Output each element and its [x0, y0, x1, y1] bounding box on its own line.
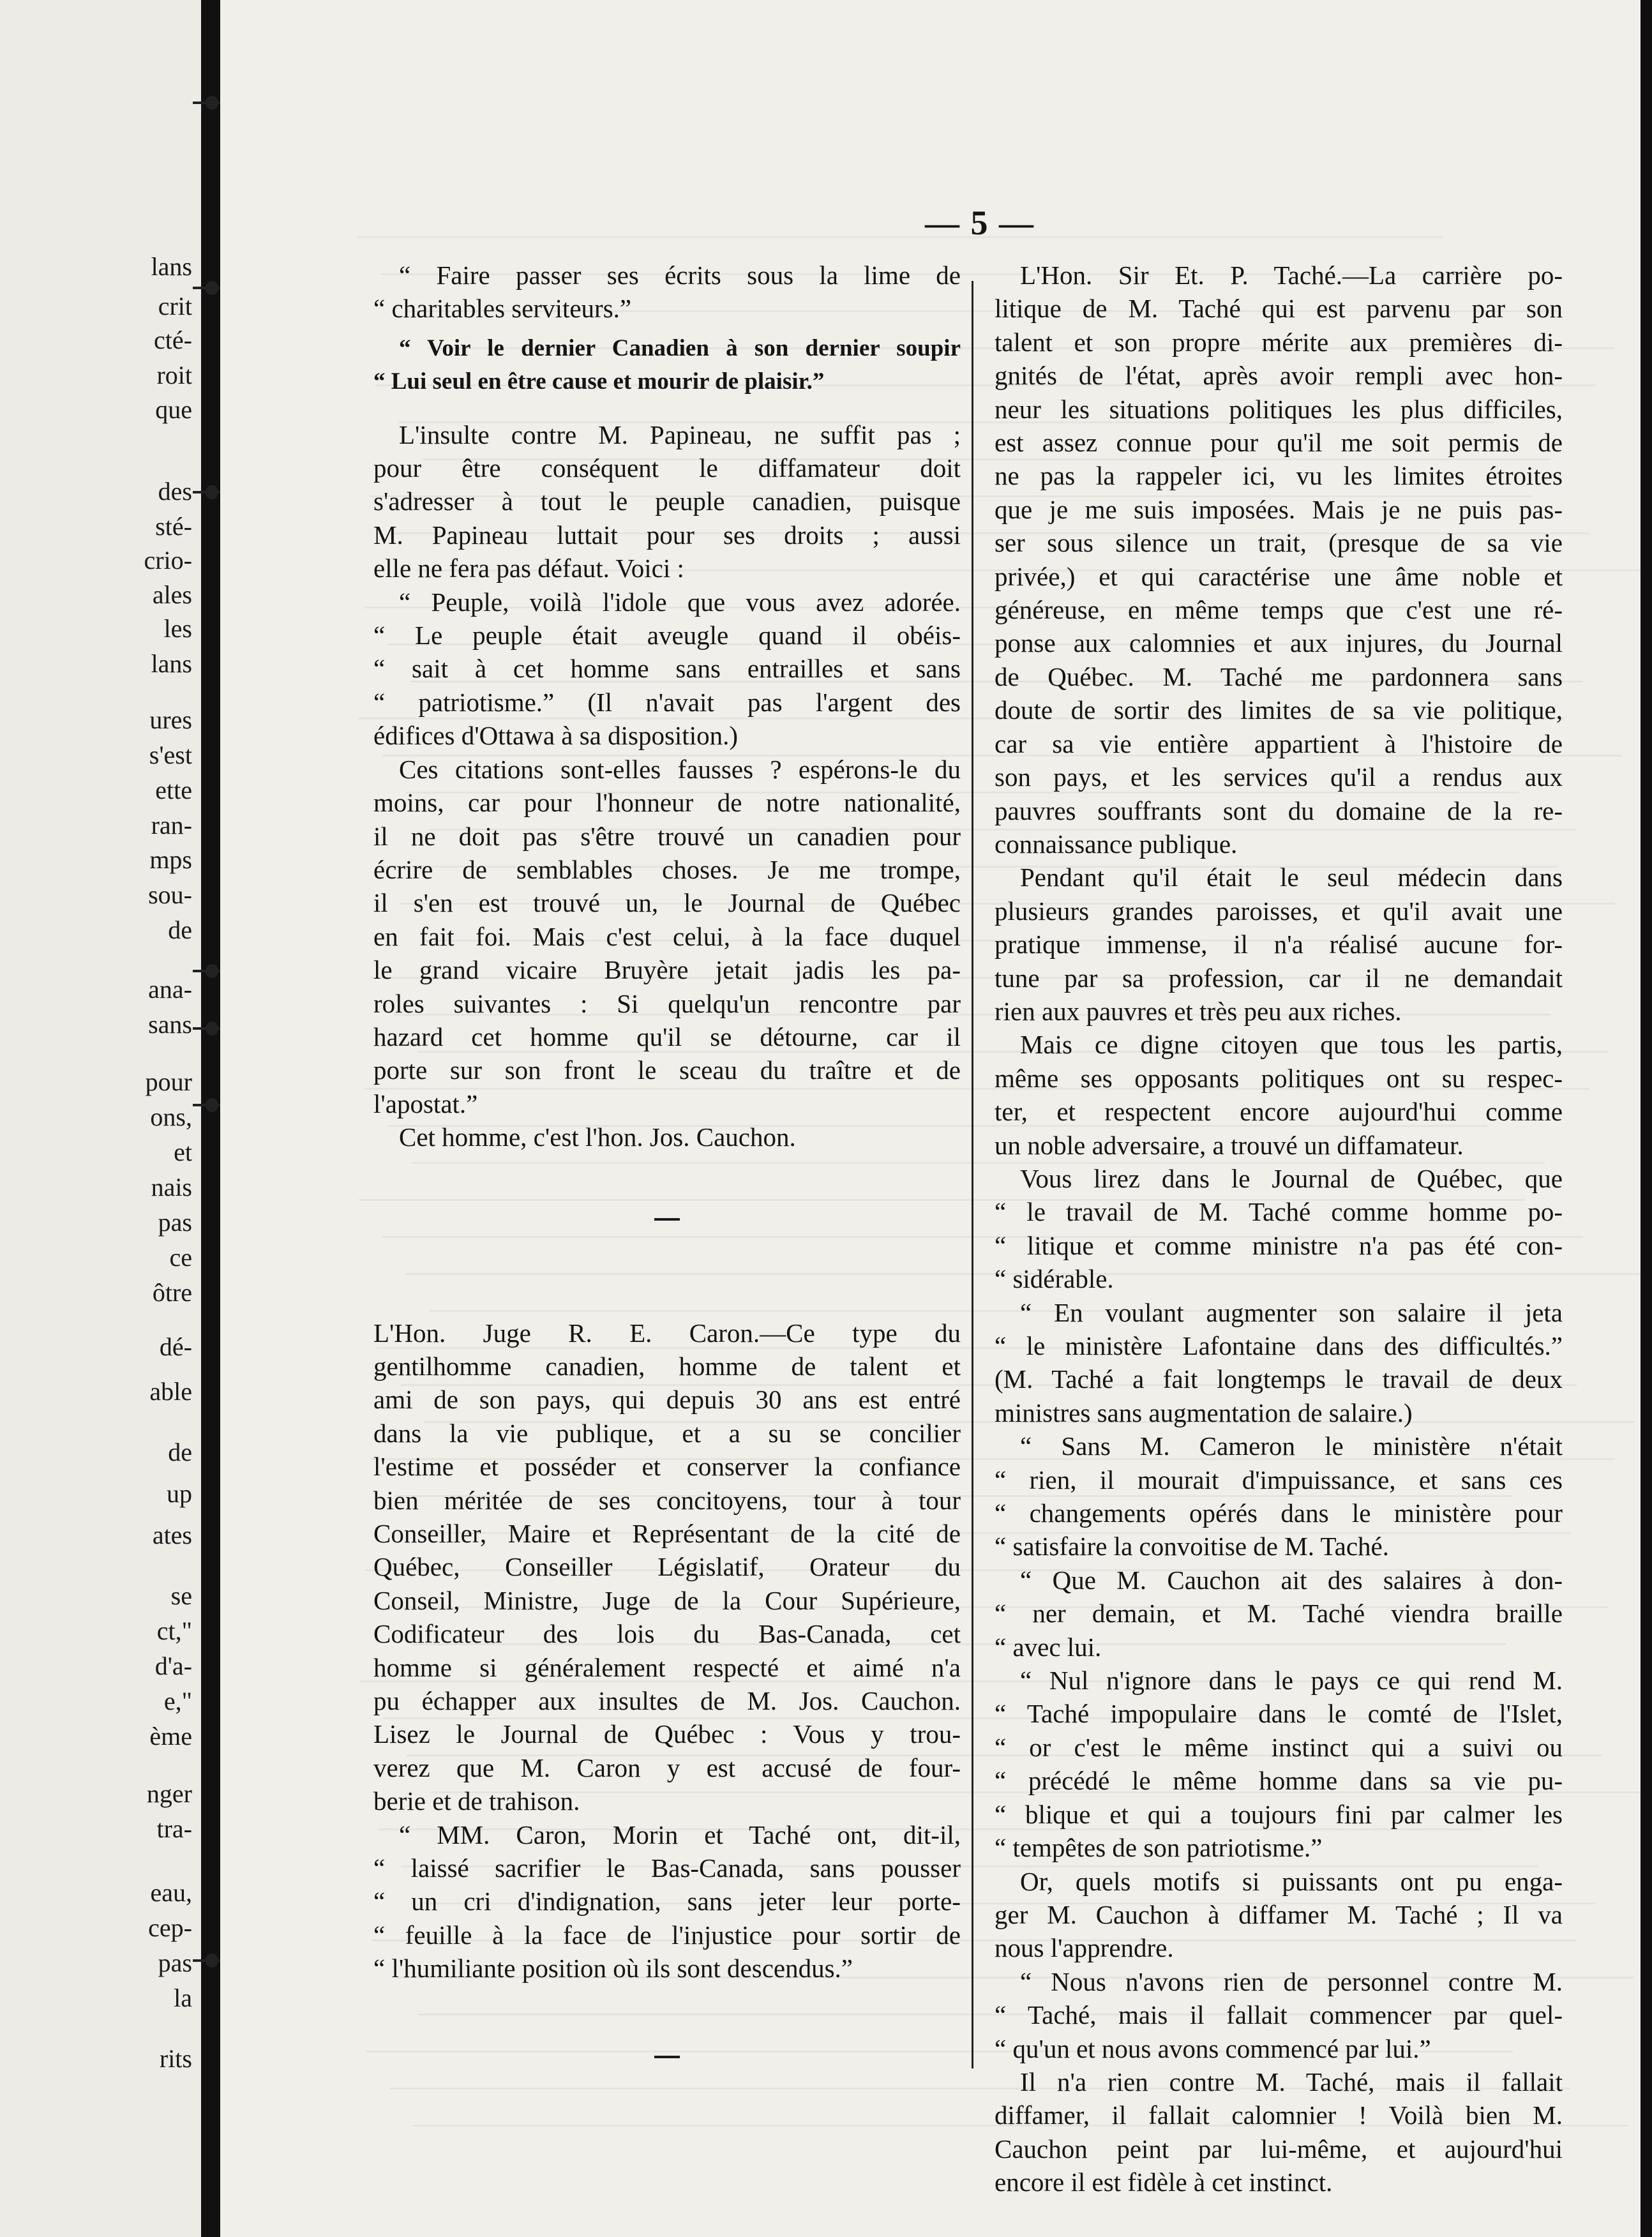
- section-divider: [654, 1218, 680, 1221]
- text-line: l'estime et posséder et conserver la confiance: [373, 1452, 961, 1482]
- quote-block: [373, 585, 961, 753]
- left-page-fragment: s'est: [149, 741, 192, 769]
- text-line: pauvres souffrants sont du domaine de la re-: [995, 795, 1563, 825]
- left-page-fragment: sté-: [155, 512, 192, 541]
- left-page-fragment: e,": [163, 1687, 192, 1715]
- text-line: est assez connue pour qu'il me soit permis de: [995, 428, 1563, 458]
- text-line: “ ner demain, et M. Taché viendra braille: [995, 1599, 1563, 1629]
- text-line: “ sait à cet homme sans entrailles et sans: [373, 654, 961, 684]
- left-page-fragment: cté-: [154, 326, 192, 354]
- left-page-fragment: rits: [159, 2044, 192, 2073]
- left-page-fragment: roit: [156, 361, 192, 389]
- text-line: Conseil, Ministre, Juge de la Cour Supérieure,: [373, 1585, 961, 1615]
- text-line: ne pas la rappeler ici, vu les limites étroites: [995, 461, 1563, 491]
- text-line: son pays, et les services qu'il a rendus aux: [995, 762, 1563, 792]
- text-line: “ sidérable.: [995, 1264, 1114, 1294]
- paragraph: [373, 753, 961, 1120]
- left-page-fragment: ales: [152, 580, 192, 609]
- text-line: “ le ministère Lafontaine dans des difficultés.”: [995, 1331, 1563, 1360]
- text-line: plusieurs grandes paroisses, et qu'il avait une: [995, 896, 1563, 926]
- text-line: encore il est fidèle à cet instinct.: [995, 2167, 1333, 2197]
- text-line: Ces citations sont-elles fausses ? espérons-le du: [399, 754, 961, 784]
- left-page-edge: [0, 0, 201, 2237]
- text-line: le grand vicaire Bruyère jetait jadis les pa-: [373, 955, 961, 985]
- text-line: neur les situations politiques les plus difficiles,: [995, 394, 1563, 424]
- text-line: talent et son propre mérite aux premières di-: [995, 327, 1563, 357]
- text-line: “ Nous n'avons rien de personnel contre M.: [1020, 1966, 1563, 1996]
- text-line: “ En voulant augmenter son salaire il jeta: [1020, 1297, 1563, 1327]
- text-line: Or, quels motifs si puissants ont pu enga-: [1020, 1866, 1563, 1896]
- text-line: moins, car pour l'honneur de notre nationalité,: [373, 788, 961, 818]
- quote-block: [995, 1296, 1563, 1430]
- text-line: “ tempêtes de son patriotisme.”: [995, 1833, 1323, 1863]
- text-line: s'adresser à tout le peuple canadien, puisque: [373, 486, 961, 516]
- text-line: M. Papineau luttait pour ses droits ; aussi: [373, 520, 961, 550]
- text-line: Conseiller, Maire et Représentant de la cité de: [373, 1519, 961, 1548]
- text-line: L'insulte contre M. Papineau, ne suffit pas ;: [399, 419, 961, 449]
- text-line: Codificateur des lois du Bas-Canada, cet: [373, 1619, 961, 1649]
- text-line: verez que M. Caron y est accusé de four-: [373, 1752, 961, 1782]
- binding-gutter: [201, 0, 220, 2237]
- text-line: nous l'apprendre.: [995, 1933, 1174, 1963]
- text-line: homme si généralement respecté et aimé n'a: [373, 1652, 961, 1682]
- text-line: “ Faire passer ses écrits sous la lime de: [399, 260, 961, 290]
- left-page-fragment: pas: [158, 1948, 192, 1977]
- text-line: il ne doit pas s'être trouvé un canadien pour: [373, 821, 961, 851]
- text-line: “ charitables serviteurs.”: [373, 294, 632, 324]
- text-line: “ blique et qui a toujours fini par calmer les: [995, 1799, 1563, 1829]
- paragraph: [373, 418, 961, 585]
- text-line: “ Le peuple était aveugle quand il obéis-: [373, 621, 961, 651]
- text-line: même ses opposants politiques ont su respec-: [995, 1063, 1563, 1093]
- left-page-fragment: lans: [151, 252, 192, 281]
- text-line: gnités de l'état, après avoir rempli avec hon-: [995, 361, 1563, 391]
- text-line: rien aux pauvres et très peu aux riches.: [995, 996, 1402, 1026]
- text-line: Vous lirez dans le Journal de Québec, que: [1020, 1163, 1563, 1193]
- left-page-fragment: sans: [148, 1010, 192, 1039]
- left-page-fragment: lans: [151, 649, 192, 678]
- left-page-fragment: des: [158, 477, 192, 506]
- left-page-fragment: tra-: [156, 1814, 192, 1843]
- left-page-fragment: crit: [158, 292, 192, 320]
- text-line: car sa vie entière appartient à l'histoire de: [995, 728, 1563, 758]
- text-line: écrire de semblables choses. Je me trompe,: [373, 854, 961, 884]
- text-line: il s'en est trouvé un, le Journal de Québec: [373, 888, 961, 918]
- text-line: de Québec. M. Taché me pardonnera sans: [995, 661, 1563, 691]
- text-line: “ feuille à la face de l'injustice pour sortir de: [373, 1920, 961, 1950]
- quote-block: [995, 1965, 1563, 2065]
- text-line: “ satisfaire la convoitise de M. Taché.: [995, 1532, 1389, 1562]
- left-page-fragment: crio-: [144, 546, 192, 575]
- text-line: “ rien, il mourait d'impuissance, et sans ces: [995, 1465, 1563, 1495]
- text-line: elle ne fera pas défaut. Voici :: [373, 554, 684, 584]
- text-line: “ MM. Caron, Morin et Taché ont, dit-il,: [399, 1819, 961, 1849]
- page-number: — 5 —: [925, 204, 1035, 242]
- left-page-fragment: de: [168, 1438, 192, 1466]
- text-line: “ changements opérés dans le ministère pour: [995, 1498, 1563, 1528]
- left-page-fragment: les: [163, 614, 192, 643]
- text-line: tune par sa profession, car il ne demandait: [995, 963, 1563, 993]
- text-line: diffamer, il fallait calomnier ! Voilà bien M.: [995, 2100, 1563, 2130]
- text-line: “ patriotisme.” (Il n'avait pas l'argent des: [373, 687, 961, 717]
- left-column: [373, 259, 961, 2084]
- text-line: gentilhomme canadien, homme de talent et: [373, 1351, 961, 1381]
- text-line: pu échapper aux insultes de M. Jos. Cauchon.: [373, 1686, 961, 1716]
- article-caron: [373, 1316, 961, 1818]
- text-line: doute de sortir des limites de sa vie politique,: [995, 695, 1563, 725]
- left-page-fragment: se: [170, 1581, 192, 1610]
- text-line: “ Taché impopulaire dans le comté de l'Islet,: [995, 1699, 1563, 1729]
- text-line: “ le travail de M. Taché comme homme po-: [995, 1197, 1563, 1227]
- left-page-fragment: la: [174, 1984, 192, 2012]
- text-line: pratique immense, il n'a réalisé aucune for-: [995, 930, 1563, 960]
- text-line: ami de son pays, qui depuis 30 ans est entré: [373, 1385, 961, 1415]
- text-line: un noble adversaire, a trouvé un diffamateur.: [995, 1130, 1464, 1160]
- left-page-fragment: mps: [149, 845, 192, 874]
- left-page-fragment: sou-: [148, 880, 192, 909]
- text-line: que je me suis imposées. Mais je ne puis pas-: [995, 494, 1563, 524]
- left-page-fragment: que: [155, 395, 192, 424]
- left-page-fragment: ce: [169, 1243, 192, 1272]
- text-line: ponse aux calomnies et aux injures, du Journal: [995, 628, 1563, 658]
- text-line: Québec, Conseiller Législatif, Orateur du: [373, 1552, 961, 1582]
- left-page-fragment: dé-: [159, 1332, 192, 1361]
- paragraph: [995, 1162, 1563, 1296]
- text-line: “ litique et comme ministre n'a pas été con-: [995, 1230, 1563, 1260]
- left-page-fragment: ons,: [150, 1103, 192, 1131]
- text-line: “ qu'un et nous avons commencé par lui.”: [995, 2033, 1431, 2063]
- paragraph: [995, 2065, 1563, 2199]
- text-line: L'Hon. Juge R. E. Caron.—Ce type du: [373, 1318, 961, 1348]
- text-line: “ Voir le dernier Canadien à son dernier soupir: [399, 335, 961, 361]
- left-page-fragment: de: [168, 915, 192, 944]
- text-line: “ Peuple, voilà l'idole que vous avez adorée.: [399, 587, 961, 617]
- column-rule: [972, 281, 973, 2068]
- text-line: litique de M. Taché qui est parvenu par son: [995, 294, 1563, 324]
- left-page-fragment: ana-: [148, 975, 192, 1004]
- text-line: Mais ce digne citoyen que tous les partis,: [1020, 1030, 1563, 1060]
- left-page-fragment: up: [167, 1479, 192, 1508]
- left-page-fragment: ôtre: [152, 1278, 192, 1307]
- quote-block: [995, 1664, 1563, 1864]
- text-line: généreuse, en même temps que c'est une ré-: [995, 595, 1563, 625]
- left-page-fragment: et: [174, 1138, 192, 1166]
- article-tache: [995, 259, 1563, 861]
- section-divider: [654, 2056, 680, 2058]
- text-line: “ avec lui.: [995, 1632, 1102, 1662]
- text-line: “ un cri d'indignation, sans jeter leur porte-: [373, 1887, 961, 1917]
- text-line: “ l'humiliante position où ils sont descendus.”: [373, 1954, 853, 1984]
- paragraph: Cet homme, c'est l'hon. Jos. Cauchon.: [399, 1122, 796, 1152]
- right-column: [995, 259, 1563, 2199]
- paragraph: [995, 1865, 1563, 1965]
- text-line: pour être conséquent le diffamateur doit: [373, 453, 961, 483]
- paragraph: [995, 1028, 1563, 1162]
- text-line: Cauchon peint par lui-même, et aujourd'hui: [995, 2134, 1563, 2164]
- text-line: Il n'a rien contre M. Taché, mais il fallait: [1020, 2067, 1563, 2097]
- text-line: privée,) et qui caractérise une âme noble et: [995, 561, 1563, 591]
- text-line: ger M. Cauchon à diffamer M. Taché ; Il va: [995, 1899, 1563, 1929]
- text-line: “ Sans M. Cameron le ministère n'était: [1020, 1431, 1563, 1461]
- text-line: bien méritée de ses concitoyens, tour à tour: [373, 1485, 961, 1515]
- text-line: “ Que M. Cauchon ait des salaires à don-: [1020, 1565, 1563, 1595]
- text-line: Pendant qu'il était le seul médecin dans: [1020, 862, 1563, 893]
- left-page-fragment: ème: [149, 1722, 192, 1751]
- left-page-fragment: ct,": [156, 1616, 192, 1645]
- text-line: Lisez le Journal de Québec : Vous y trou-: [373, 1719, 961, 1749]
- quote-block: [995, 1563, 1563, 1664]
- text-line: ser sous silence un trait, (presque de sa vie: [995, 528, 1563, 558]
- text-line: “ laissé sacrifier le Bas-Canada, sans pousser: [373, 1853, 961, 1883]
- left-page-fragment: cep-: [148, 1913, 192, 1942]
- left-page-fragment: nais: [151, 1173, 192, 1201]
- text-line: roles suivantes : Si quelqu'un rencontre par: [373, 988, 961, 1018]
- text-line: connaissance publique.: [995, 829, 1238, 859]
- text-line: ministres sans augmentation de salaire.): [995, 1397, 1413, 1427]
- left-page-fragment: ates: [152, 1521, 192, 1549]
- paragraph: [995, 861, 1563, 1028]
- quote-block: [373, 259, 961, 326]
- quote-block: [373, 1818, 961, 1985]
- text-line: “ Taché, mais il fallait commencer par quel-: [995, 2000, 1563, 2030]
- text-line: (M. Taché a fait longtemps le travail de deux: [995, 1364, 1563, 1394]
- text-line: hazard cet homme qu'il se détourne, car il: [373, 1021, 961, 1051]
- left-page-fragment: ette: [155, 776, 192, 804]
- verse-quote: [373, 332, 961, 399]
- left-page-fragment: ures: [149, 705, 192, 734]
- scan-right-edge: [1641, 0, 1652, 2237]
- text-line: dans la vie publique, et a su se concilier: [373, 1418, 961, 1448]
- left-page-fragment: nger: [146, 1779, 192, 1808]
- left-page-fragment: pour: [145, 1067, 192, 1096]
- text-line: en fait foi. Mais c'est celui, à la face duquel: [373, 921, 961, 951]
- left-page-fragment: pas: [158, 1208, 192, 1237]
- text-line: édifices d'Ottawa à sa disposition.): [373, 721, 738, 751]
- text-line: L'Hon. Sir Et. P. Taché.—La carrière po-: [1020, 260, 1563, 290]
- text-line: ter, et respectent encore aujourd'hui comme: [995, 1097, 1563, 1127]
- left-page-fragment: d'a-: [154, 1652, 192, 1680]
- text-line: “ or c'est le même instinct qui a suivi ou: [995, 1732, 1563, 1762]
- left-page-fragment: eau,: [150, 1878, 192, 1907]
- text-line: “ précédé le même homme dans sa vie pu-: [995, 1766, 1563, 1796]
- text-line: “ Lui seul en être cause et mourir de plaisir.”: [373, 368, 825, 395]
- text-line: l'apostat.”: [373, 1088, 478, 1118]
- quote-block: [995, 1429, 1563, 1563]
- text-line: “ Nul n'ignore dans le pays ce qui rend M.: [1020, 1666, 1563, 1696]
- text-line: berie et de trahison.: [373, 1786, 580, 1816]
- left-page-fragment: ran-: [151, 811, 192, 840]
- text-line: porte sur son front le sceau du traître et de: [373, 1055, 961, 1085]
- left-page-fragment: able: [149, 1377, 192, 1406]
